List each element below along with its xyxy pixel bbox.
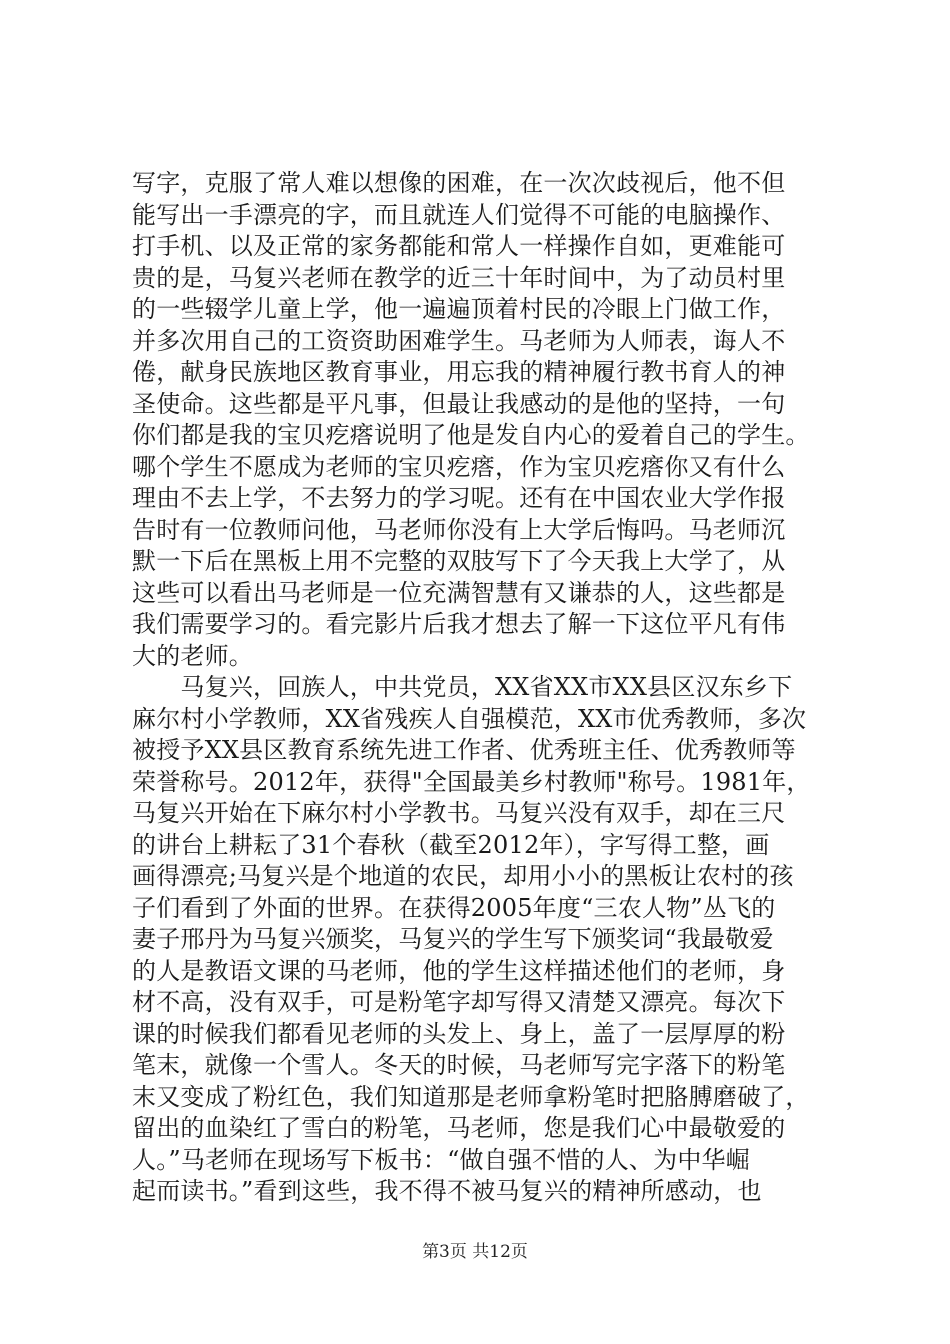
text-line: 告时有一位教师问他，马老师你没有上大学后悔吗。马老师沉 (132, 515, 786, 544)
page-footer: 第3页 共12页 (422, 1242, 528, 1262)
text-line: 写字，克服了常人难以想像的困难，在一次次歧视后，他不但 (132, 169, 786, 197)
text-line: 末又变成了粉红色，我们知道那是老师拿粉笔时把胳膊磨破了， (132, 1082, 810, 1111)
text-line: 并多次用自己的工资资助困难学生。马老师为人师表，诲人不 (132, 326, 786, 355)
text-line: 人。”马老师在现场写下板书：“做自强不惜的人、为中华崛 (132, 1145, 750, 1174)
text-line: 贵的是，马复兴老师在教学的近三十年时间中，为了动员村里 (132, 263, 786, 292)
text-line: 留出的血染红了雪白的粉笔，马老师，您是我们心中最敬爱的 (132, 1114, 786, 1142)
text-line: 倦，献身民族地区教育事业，用忘我的精神履行教书育人的神 (132, 358, 786, 386)
text-line: 我们需要学习的。看完影片后我才想去了解一下这位平凡有伟 (132, 610, 786, 638)
text-line: 起而读书。”看到这些，我不得不被马复兴的精神所感动，也 (132, 1177, 762, 1205)
text-line: 的人是教语文课的马老师，他的学生这样描述他们的老师，身 (132, 956, 786, 985)
text-line: 打手机、以及正常的家务都能和常人一样操作自如，更难能可 (132, 232, 786, 260)
text-line: 笔末，就像一个雪人。冬天的时候，马老师写完字落下的粉笔 (132, 1051, 786, 1079)
text-line: 能写出一手漂亮的字，而且就连人们觉得不可能的电脑操作、 (132, 200, 786, 229)
text-line: 这些可以看出马老师是一位充满智慧有又谦恭的人，这些都是 (132, 578, 786, 607)
text-line: 妻子邢丹为马复兴颁奖，马复兴的学生写下颁奖词“我最敬爱 (132, 925, 774, 953)
text-line: 马复兴，回族人，中共党员，XX省XX市XX县区汉东乡下 (132, 673, 793, 701)
text-line: 画得漂亮;马复兴是个地道的农民，却用小小的黑板让农村的孩 (132, 862, 794, 890)
text-line: 荣誉称号。2012年，获得"全国最美乡村教师"称号。1981年， (132, 767, 811, 796)
text-line: 马复兴开始在下麻尔村小学教书。马复兴没有双手，却在三尺 (132, 799, 786, 827)
text-line: 默一下后在黑板上用不完整的双肢写下了今天我上大学了，从 (132, 547, 786, 575)
text-line: 哪个学生不愿成为老师的宝贝疙瘩，作为宝贝疙瘩你又有什么 (132, 452, 786, 481)
text-line: 理由不去上学，不去努力的学习呢。还有在中国农业大学作报 (132, 484, 786, 512)
text-line: 子们看到了外面的世界。在获得2005年度“三农人物”丛飞的 (132, 893, 776, 922)
text-line: 麻尔村小学教师，XX省残疾人自强模范，XX市优秀教师，多次 (132, 704, 807, 733)
body-text (132, 168, 832, 1208)
text-line: 的讲台上耕耘了31个春秋（截至2012年），字写得工整，画 (132, 830, 770, 859)
text-line: 材不高，没有双手，可是粉笔字却写得又清楚又漂亮。每次下 (132, 988, 786, 1016)
text-line: 你们都是我的宝贝疙瘩说明了他是发自内心的爱着自己的学生。 (132, 421, 810, 449)
text-line: 大的老师。 (132, 641, 253, 670)
text-line: 圣使命。这些都是平凡事，但最让我感动的是他的坚持，一句 (132, 389, 786, 418)
text-line: 课的时候我们都看见老师的头发上、身上，盖了一层厚厚的粉 (132, 1019, 786, 1048)
text-line: 被授予XX县区教育系统先进工作者、优秀班主任、优秀教师等 (132, 736, 796, 764)
text-line: 的一些辍学儿童上学，他一遍遍顶着村民的冷眼上门做工作， (132, 295, 786, 323)
